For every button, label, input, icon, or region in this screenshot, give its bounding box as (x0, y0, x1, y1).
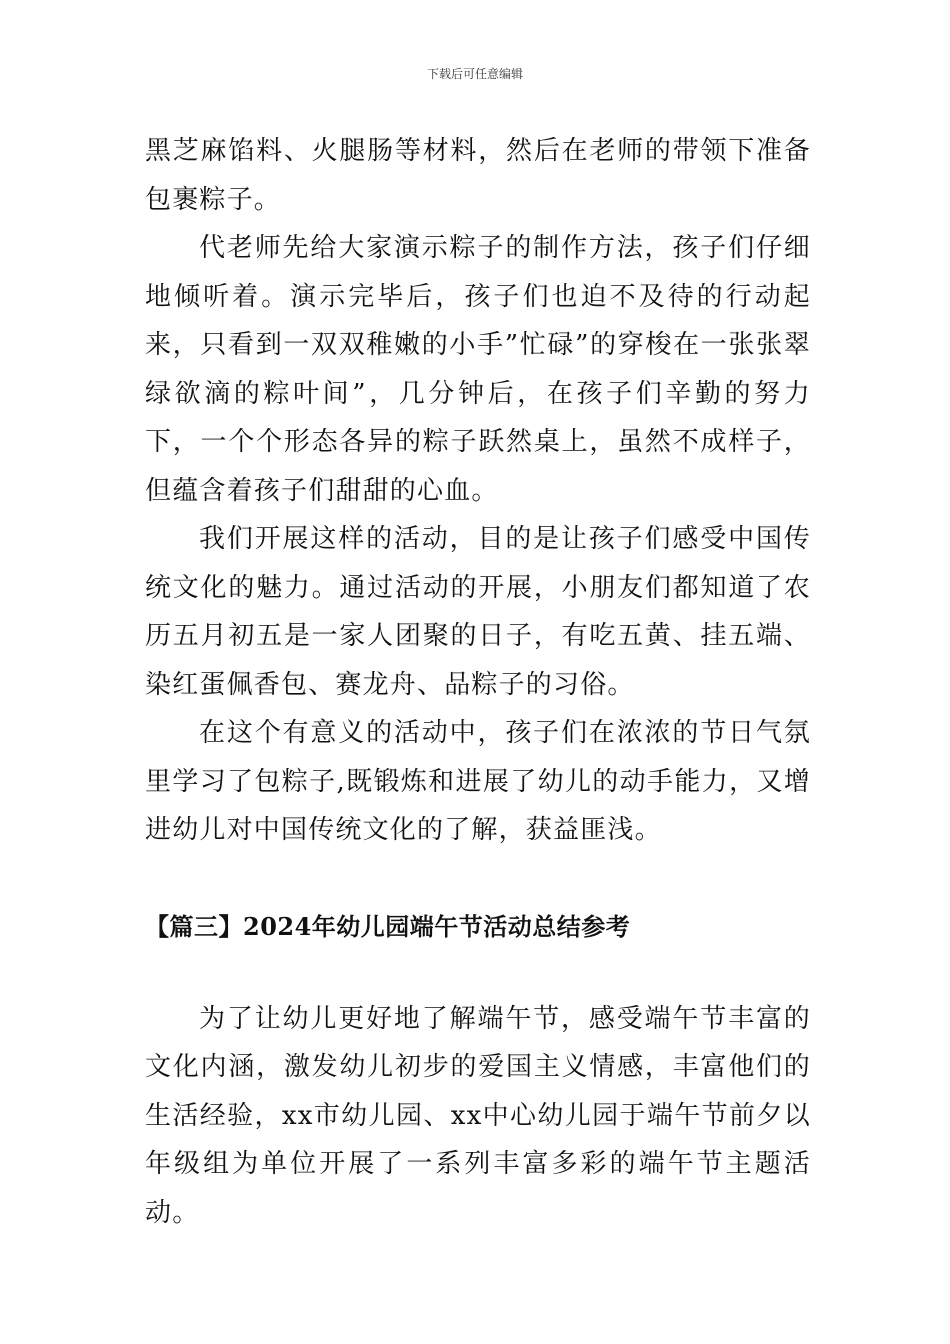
document-body (145, 127, 811, 1237)
page-header-note: 下载后可任意编辑 (426, 67, 523, 81)
paragraph-continued: 黑芝麻馅料、火腿肠等材料，然后在老师的带领下准备包裹粽子。 (145, 136, 811, 215)
paragraph-purpose: 我们开展这样的活动，目的是让孩子们感受中国传统文化的魅力。通过活动的开展，小朋友们都知道了农历五月初五是一家人团聚的日子，有吃五黄、挂五端、染红蛋佩香包、赛龙舟、品粽子的习俗。 (145, 524, 811, 700)
paragraph-section-intro: 为了让幼儿更好地了解端午节，感受端午节丰富的文化内涵，激发幼儿初步的爱国主义情感，丰富他们的生活经验，xx市幼儿园、xx中心幼儿园于端午节前夕以年级组为单位开展了一系列丰富多彩的端午节主题活动。 (145, 1003, 811, 1228)
paragraph-conclusion: 在这个有意义的活动中，孩子们在浓浓的节日气氛里学习了包粽子,既锻炼和进展了幼儿的动手能力，又增进幼儿对中国传统文化的了解，获益匪浅。 (145, 718, 811, 845)
section-heading: 【篇三】2024年幼儿园端午节活动总结参考 (145, 911, 631, 941)
paragraph-demonstration: 代老师先给大家演示粽子的制作方法，孩子们仔细地倾听着。演示完毕后，孩子们也迫不及待的行动起来，只看到一双双稚嫩的小手”忙碌”的穿梭在一张张翠绿欲滴的粽叶间”，几分钟后，在孩子们辛勤的努力下，一个个形态各异的粽子跃然桌上，虽然不成样子，但蕴含着孩子们甜甜的心血。 (145, 233, 811, 506)
